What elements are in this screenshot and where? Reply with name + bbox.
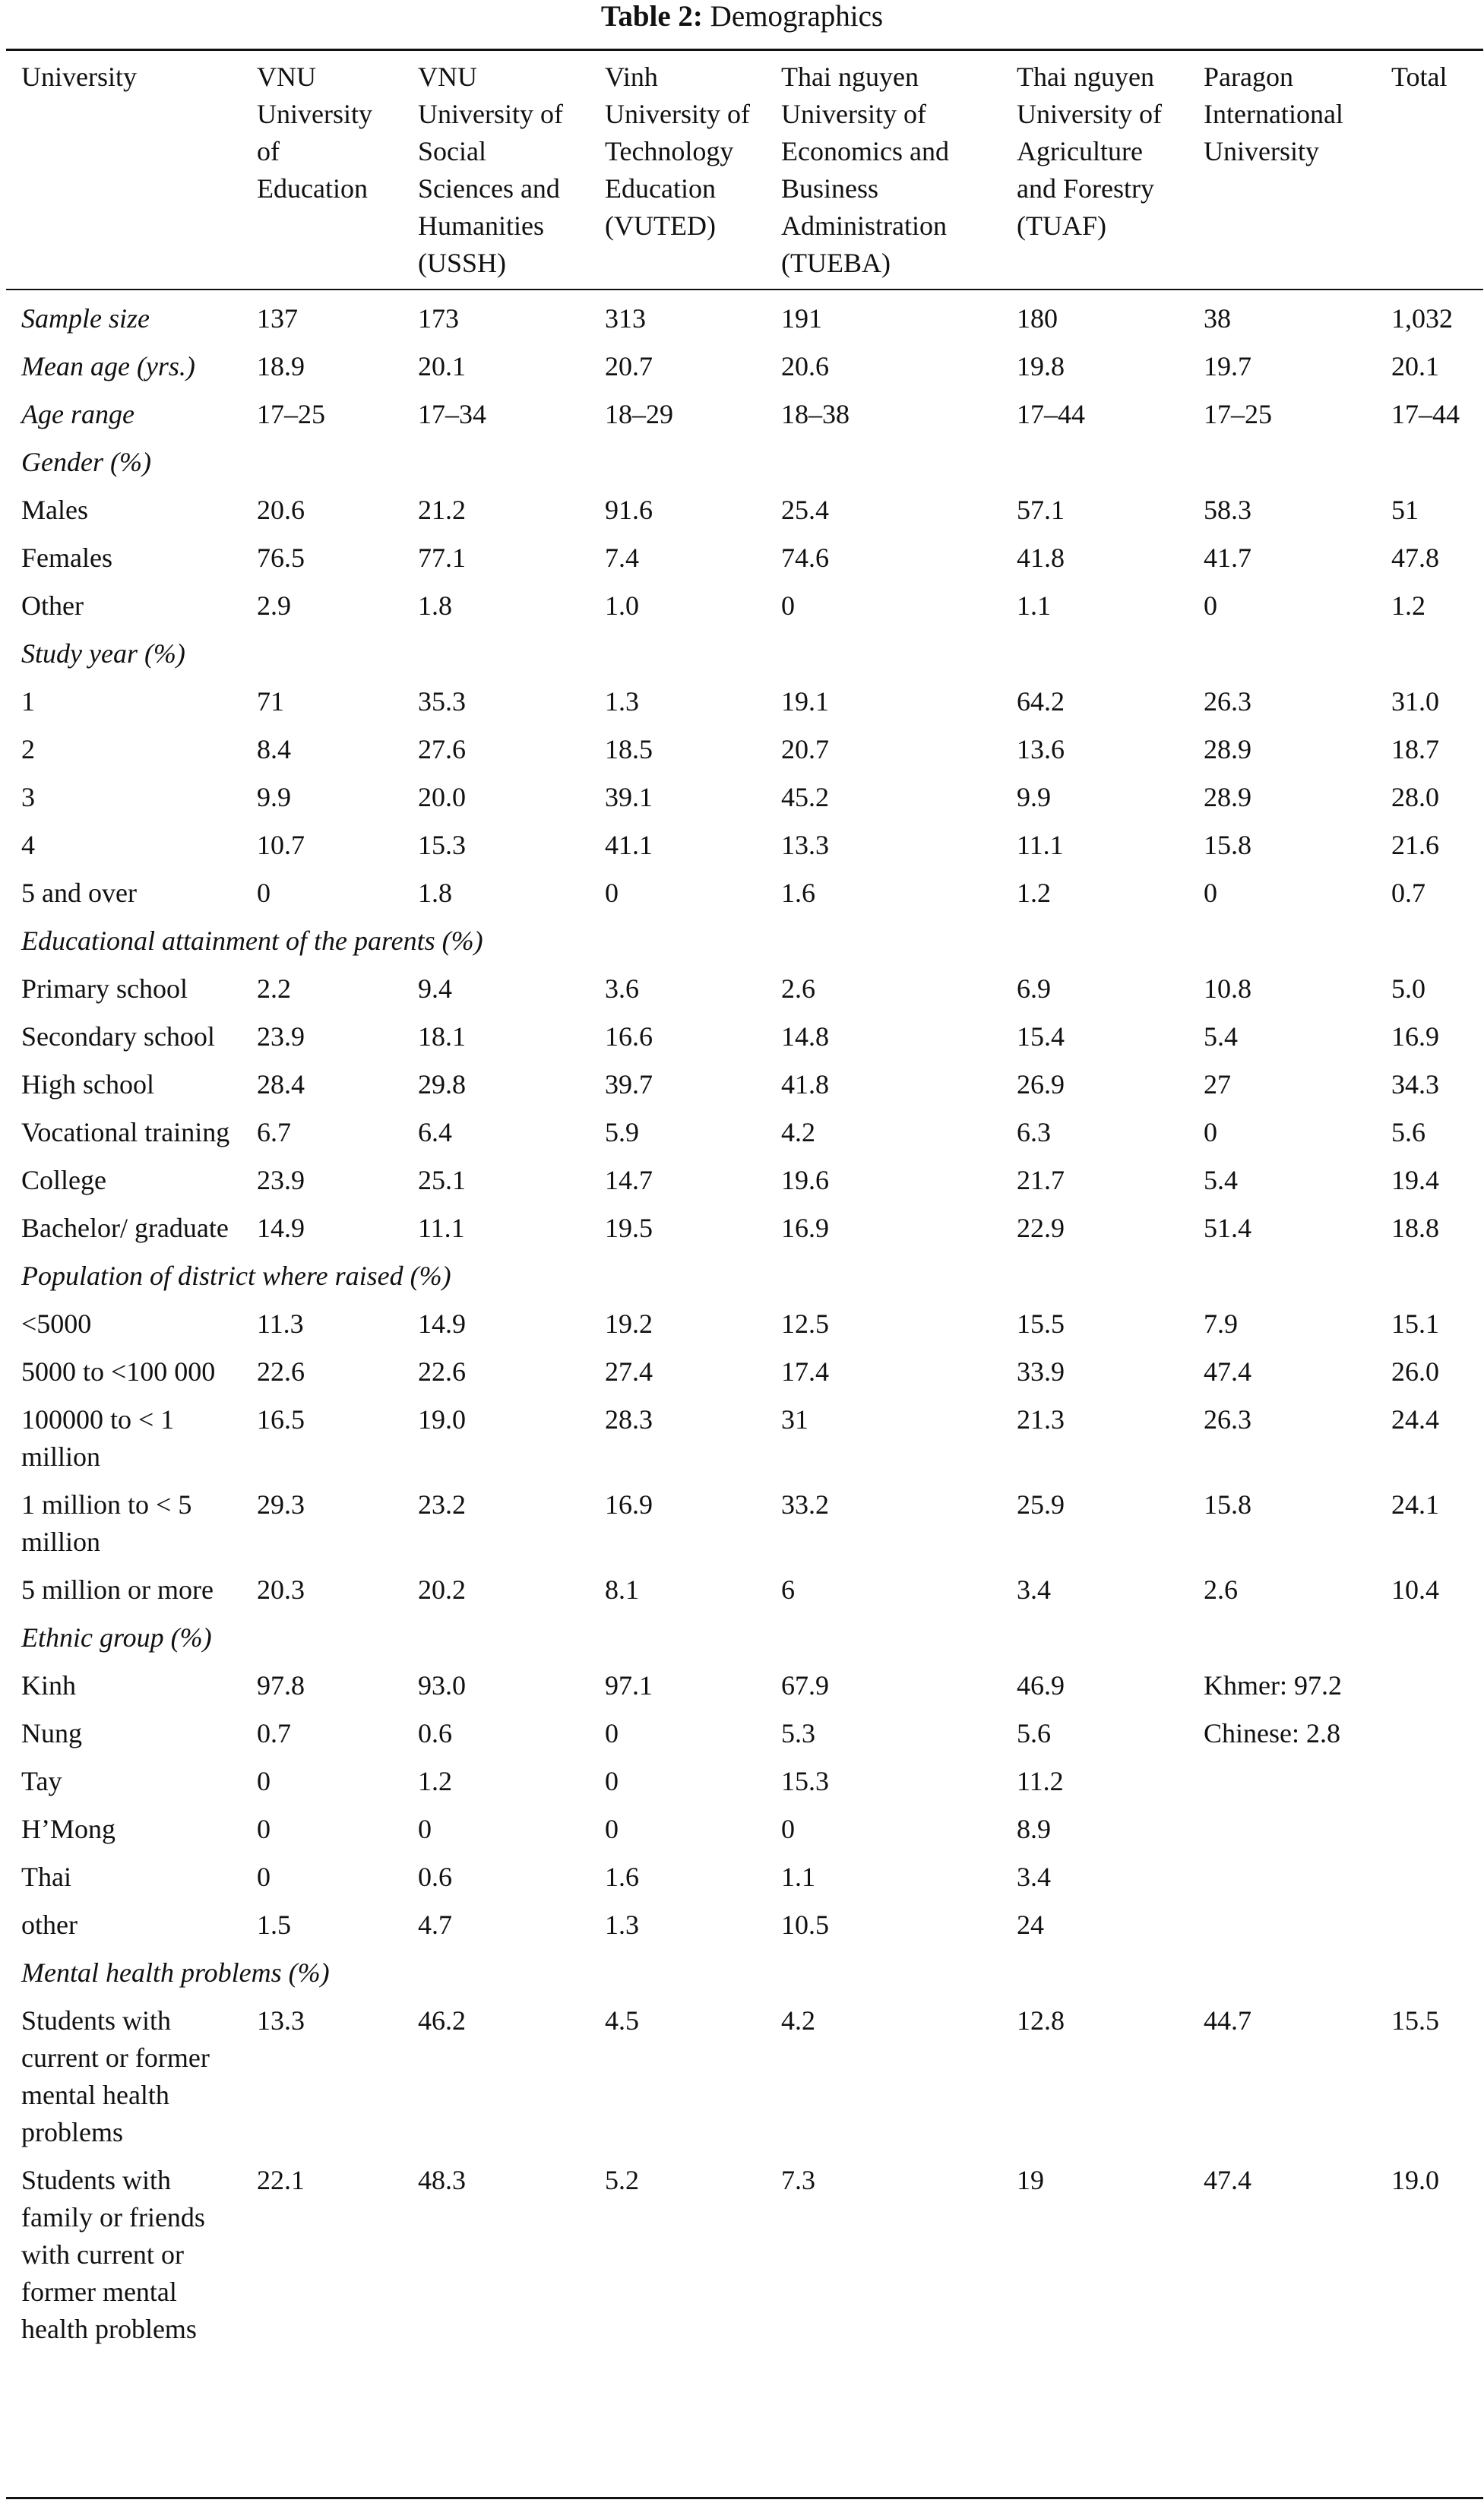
table-row xyxy=(6,1300,1483,1348)
table-cell: Khmer: 97.2 xyxy=(1204,1670,1342,1701)
table-cell: 33.9 xyxy=(1017,1356,1065,1387)
table-cell: 19.5 xyxy=(605,1213,653,1243)
table-cell: 0 xyxy=(257,878,271,908)
table-cell: 45.2 xyxy=(781,782,829,812)
table-cell: 5.6 xyxy=(1391,1117,1425,1147)
table-cell: 19 xyxy=(1017,2165,1044,2195)
section-row xyxy=(6,1949,1483,1997)
table-cell: 28.9 xyxy=(1204,782,1251,812)
row-label: other xyxy=(21,1910,78,1940)
row-label: 5000 to <100 000 xyxy=(21,1356,216,1387)
table-cell: 2.2 xyxy=(257,973,291,1004)
table-cell: 20.6 xyxy=(257,495,305,525)
table-cell: 4.5 xyxy=(605,2005,639,2036)
table-cell: 0 xyxy=(605,1718,619,1748)
table-cell: 15.3 xyxy=(781,1766,829,1796)
table-cell: 0 xyxy=(418,1814,432,1844)
table-cell: 17–44 xyxy=(1017,399,1085,429)
table-cell xyxy=(1188,1901,1376,1949)
row-label: Kinh xyxy=(21,1670,76,1701)
table-cell: 77.1 xyxy=(418,543,466,573)
table-row xyxy=(6,678,1483,726)
table-cell: 9.4 xyxy=(418,973,452,1004)
table-cell: 64.2 xyxy=(1017,686,1065,717)
table-cell: 15.8 xyxy=(1204,830,1251,860)
table-cell: 17–44 xyxy=(1391,399,1460,429)
table-cell: 7.9 xyxy=(1204,1308,1238,1339)
table-row xyxy=(6,1204,1483,1252)
table-row xyxy=(6,1710,1483,1758)
table-cell: 18.1 xyxy=(418,1021,466,1052)
table-cell: 11.1 xyxy=(418,1213,465,1243)
table-cell: 4.7 xyxy=(418,1910,452,1940)
section-row xyxy=(6,1252,1483,1300)
table-cell: 34.3 xyxy=(1391,1069,1439,1100)
row-label: 100000 to < 1 million xyxy=(21,1404,175,1472)
table-cell: 19.0 xyxy=(1391,2165,1439,2195)
table-row xyxy=(6,2157,1483,2353)
table-cell xyxy=(1376,1805,1483,1853)
table-cell: 0 xyxy=(1204,590,1217,621)
table-cell: 1.8 xyxy=(418,590,452,621)
table-cell: 14.8 xyxy=(781,1021,829,1052)
table-cell: 0 xyxy=(257,1814,271,1844)
table-row xyxy=(6,343,1483,391)
table-cell: 24 xyxy=(1017,1910,1044,1940)
table-cell: 12.5 xyxy=(781,1308,829,1339)
table-cell: 1.1 xyxy=(1017,590,1051,621)
table-cell xyxy=(1376,1710,1483,1758)
section-row xyxy=(6,1614,1483,1662)
table-cell: 20.1 xyxy=(1391,351,1439,381)
table-cell: 35.3 xyxy=(418,686,466,717)
table-cell: 7.3 xyxy=(781,2165,815,2195)
table-cell: 20.7 xyxy=(605,351,653,381)
table-cell: 16.9 xyxy=(781,1213,829,1243)
table-cell: 38 xyxy=(1204,303,1231,334)
table-row xyxy=(6,1157,1483,1204)
table-cell: 51 xyxy=(1391,495,1419,525)
column-header-university: University xyxy=(21,62,137,92)
column-header-tueba: Thai nguyen University of Economics and Business Administration (TUEBA) xyxy=(781,62,949,278)
table-cell: 16.5 xyxy=(257,1404,305,1435)
table-cell: 8.1 xyxy=(605,1574,639,1605)
table-cell: 11.1 xyxy=(1017,830,1064,860)
table-cell: 5.0 xyxy=(1391,973,1425,1004)
table-cell: 20.0 xyxy=(418,782,466,812)
table-cell: 20.3 xyxy=(257,1574,305,1605)
table-cell: 137 xyxy=(257,303,298,334)
table-row xyxy=(6,534,1483,582)
table-cell: 0 xyxy=(605,1766,619,1796)
table-cell: 17–25 xyxy=(1204,399,1272,429)
table-cell: 20.7 xyxy=(781,734,829,764)
table-cell: 15.4 xyxy=(1017,1021,1065,1052)
table-cell: 23.9 xyxy=(257,1165,305,1195)
table-cell: 15.8 xyxy=(1204,1489,1251,1520)
table-cell: 0 xyxy=(257,1766,271,1796)
table-cell: 0 xyxy=(605,878,619,908)
table-cell: 47.8 xyxy=(1391,543,1439,573)
row-label: Thai xyxy=(21,1862,71,1892)
table-bottom-rule xyxy=(6,2497,1483,2499)
table-cell: 1.6 xyxy=(781,878,815,908)
table-cell: 14.9 xyxy=(257,1213,305,1243)
table-cell: 25.9 xyxy=(1017,1489,1065,1520)
section-heading: Gender (%) xyxy=(21,447,151,477)
row-label: Mean age (yrs.) xyxy=(21,351,195,381)
table-cell: 67.9 xyxy=(781,1670,829,1701)
table-cell: 4.2 xyxy=(781,2005,815,2036)
row-label: Students with current or former mental health problems xyxy=(21,2005,210,2147)
table-cell: 1.6 xyxy=(605,1862,639,1892)
table-cell: 173 xyxy=(418,303,459,334)
table-cell: 26.3 xyxy=(1204,1404,1251,1435)
section-row xyxy=(6,630,1483,678)
table-cell: 93.0 xyxy=(418,1670,466,1701)
table-row xyxy=(6,486,1483,534)
table-cell: 13.3 xyxy=(781,830,829,860)
table-cell: 74.6 xyxy=(781,543,829,573)
row-label: Secondary school xyxy=(21,1021,215,1052)
table-cell: 10.7 xyxy=(257,830,305,860)
table-row xyxy=(6,582,1483,630)
table-cell: 1,032 xyxy=(1391,303,1453,334)
table-row xyxy=(6,1758,1483,1805)
table-cell xyxy=(1376,1662,1483,1710)
table-cell: 15.5 xyxy=(1391,2005,1439,2036)
table-cell: 0 xyxy=(257,1862,271,1892)
table-body xyxy=(6,290,1483,2353)
table-caption-title: Demographics xyxy=(710,0,884,33)
table-cell: 47.4 xyxy=(1204,1356,1251,1387)
table-cell: 4.2 xyxy=(781,1117,815,1147)
table-cell: 180 xyxy=(1017,303,1058,334)
table-cell: 29.3 xyxy=(257,1489,305,1520)
table-cell: 9.9 xyxy=(1017,782,1051,812)
table-cell: 12.8 xyxy=(1017,2005,1065,2036)
table-caption xyxy=(0,0,1484,33)
table-cell: 23.9 xyxy=(257,1021,305,1052)
table-cell: 15.1 xyxy=(1391,1308,1439,1339)
table-cell: 6.3 xyxy=(1017,1117,1051,1147)
table-cell: 22.6 xyxy=(418,1356,466,1387)
table-cell: Chinese: 2.8 xyxy=(1204,1718,1340,1748)
table-header xyxy=(6,51,1483,290)
table-row xyxy=(6,1901,1483,1949)
table-row xyxy=(6,1061,1483,1109)
table-cell: 28.4 xyxy=(257,1069,305,1100)
table-cell: 0 xyxy=(1204,1117,1217,1147)
table-cell: 18.8 xyxy=(1391,1213,1439,1243)
table-cell: 21.6 xyxy=(1391,830,1439,860)
table-cell: 19.1 xyxy=(781,686,829,717)
table-cell: 18.7 xyxy=(1391,734,1439,764)
table-cell: 5.4 xyxy=(1204,1021,1238,1052)
table-cell: 16.9 xyxy=(1391,1021,1439,1052)
row-label: Females xyxy=(21,543,112,573)
table-cell: 3.4 xyxy=(1017,1862,1051,1892)
table-cell: 20.6 xyxy=(781,351,829,381)
table-cell: 5.9 xyxy=(605,1117,639,1147)
row-label: College xyxy=(21,1165,106,1195)
table-row xyxy=(6,726,1483,774)
table-cell: 23.2 xyxy=(418,1489,466,1520)
table-cell: 13.6 xyxy=(1017,734,1065,764)
row-label: 4 xyxy=(21,830,35,860)
row-label: Other xyxy=(21,590,84,621)
table-cell: 19.0 xyxy=(418,1404,466,1435)
table-cell: 17–25 xyxy=(257,399,325,429)
table-cell: 10.8 xyxy=(1204,973,1251,1004)
table-row xyxy=(6,1013,1483,1061)
row-label: Bachelor/ graduate xyxy=(21,1213,229,1243)
table-cell: 8.9 xyxy=(1017,1814,1051,1844)
table-cell xyxy=(1376,1901,1483,1949)
table-cell: 0.7 xyxy=(1391,878,1425,908)
table-cell: 20.1 xyxy=(418,351,466,381)
table-cell: 24.4 xyxy=(1391,1404,1439,1435)
row-label: Vocational training xyxy=(21,1117,230,1147)
section-heading: Mental health problems (%) xyxy=(21,1957,330,1988)
table-cell: 57.1 xyxy=(1017,495,1065,525)
table-cell: 46.9 xyxy=(1017,1670,1065,1701)
table-cell: 27.4 xyxy=(605,1356,653,1387)
table-row xyxy=(6,821,1483,869)
row-label: Sample size xyxy=(21,303,150,334)
table-cell: 313 xyxy=(605,303,646,334)
table-cell: 7.4 xyxy=(605,543,639,573)
row-label: H’Mong xyxy=(21,1814,115,1844)
table-row xyxy=(6,1805,1483,1853)
table-cell: 31.0 xyxy=(1391,686,1439,717)
table-cell: 33.2 xyxy=(781,1489,829,1520)
table-cell: 1.3 xyxy=(605,686,639,717)
table-cell: 3.6 xyxy=(605,973,639,1004)
table-cell xyxy=(1188,1853,1376,1901)
table-cell: 16.6 xyxy=(605,1021,653,1052)
table-cell: 17–34 xyxy=(418,399,486,429)
table-caption-label: Table 2: xyxy=(600,0,703,33)
table-cell: 1.2 xyxy=(1391,590,1425,621)
table-cell: 41.1 xyxy=(605,830,653,860)
row-label: 1 xyxy=(21,686,35,717)
table-cell: 76.5 xyxy=(257,543,305,573)
table-cell: 47.4 xyxy=(1204,2165,1251,2195)
table-cell: 27 xyxy=(1204,1069,1231,1100)
table-cell: 21.2 xyxy=(418,495,466,525)
table-cell: 2.6 xyxy=(1204,1574,1238,1605)
column-header-tuaf: Thai nguyen University of Agriculture and Forestry (TUAF) xyxy=(1017,62,1162,241)
column-header-total: Total xyxy=(1391,62,1448,92)
table-cell: 97.8 xyxy=(257,1670,305,1701)
table-cell: 97.1 xyxy=(605,1670,653,1701)
table-cell: 18.5 xyxy=(605,734,653,764)
section-heading: Educational attainment of the parents (%) xyxy=(21,926,483,956)
table-cell: 18.9 xyxy=(257,351,305,381)
table-row xyxy=(6,1853,1483,1901)
table-cell: 19.2 xyxy=(605,1308,653,1339)
table-row xyxy=(6,391,1483,438)
table-cell: 10.4 xyxy=(1391,1574,1439,1605)
table-cell: 3.4 xyxy=(1017,1574,1051,1605)
table-cell: 26.0 xyxy=(1391,1356,1439,1387)
table-cell: 2.6 xyxy=(781,973,815,1004)
column-header-vuted: Vinh University of Technology Education (VUTED) xyxy=(605,62,750,241)
table-cell: 29.8 xyxy=(418,1069,466,1100)
table-cell xyxy=(1376,1758,1483,1805)
row-label: Males xyxy=(21,495,88,525)
table-cell: 9.9 xyxy=(257,782,291,812)
table-row xyxy=(6,1109,1483,1157)
table-cell: 31 xyxy=(781,1404,808,1435)
table-cell: 19.6 xyxy=(781,1165,829,1195)
table-cell: 17.4 xyxy=(781,1356,829,1387)
table-cell: 1.1 xyxy=(781,1862,815,1892)
row-label: Primary school xyxy=(21,973,188,1004)
table-cell: 0 xyxy=(781,590,795,621)
table-row xyxy=(6,290,1483,343)
table-row xyxy=(6,774,1483,821)
table-cell: 28.0 xyxy=(1391,782,1439,812)
table-cell: 0.6 xyxy=(418,1718,452,1748)
table-cell: 19.4 xyxy=(1391,1165,1439,1195)
row-label: Students with family or friends with current or former mental health problems xyxy=(21,2165,205,2344)
table-cell: 0.7 xyxy=(257,1718,291,1748)
row-label: Nung xyxy=(21,1718,82,1748)
header-row xyxy=(6,51,1483,290)
table-cell: 39.7 xyxy=(605,1069,653,1100)
row-label: Age range xyxy=(21,399,134,429)
table-cell: 27.6 xyxy=(418,734,466,764)
table-cell: 18–29 xyxy=(605,399,673,429)
section-row xyxy=(6,438,1483,486)
table-cell: 44.7 xyxy=(1204,2005,1251,2036)
table-cell: 1.3 xyxy=(605,1910,639,1940)
table-cell: 28.9 xyxy=(1204,734,1251,764)
table-cell: 13.3 xyxy=(257,2005,305,2036)
table-cell: 5.4 xyxy=(1204,1165,1238,1195)
table-cell: 5.6 xyxy=(1017,1718,1051,1748)
table-cell: 15.5 xyxy=(1017,1308,1065,1339)
table-cell: 91.6 xyxy=(605,495,653,525)
table-cell: 21.3 xyxy=(1017,1404,1065,1435)
table-row xyxy=(6,1662,1483,1710)
column-header-paragon: Paragon International University xyxy=(1204,62,1343,166)
table-cell: 14.9 xyxy=(418,1308,466,1339)
table-row xyxy=(6,1396,1483,1481)
table-cell: 58.3 xyxy=(1204,495,1251,525)
table-cell: 25.1 xyxy=(418,1165,466,1195)
row-label: 2 xyxy=(21,734,35,764)
table-cell: 11.3 xyxy=(257,1308,304,1339)
table-cell: 0 xyxy=(781,1814,795,1844)
table-cell: 39.1 xyxy=(605,782,653,812)
table-cell: 11.2 xyxy=(1017,1766,1064,1796)
table-cell: 0 xyxy=(605,1814,619,1844)
row-label: 3 xyxy=(21,782,35,812)
section-heading: Ethnic group (%) xyxy=(21,1622,212,1653)
table-cell: 22.1 xyxy=(257,2165,305,2195)
table-cell: 6 xyxy=(781,1574,795,1605)
table-cell: 41.8 xyxy=(781,1069,829,1100)
table-cell: 41.7 xyxy=(1204,543,1251,573)
table-cell: 71 xyxy=(257,686,284,717)
column-header-vnu-education: VNU University of Education xyxy=(257,62,372,204)
table-row xyxy=(6,1481,1483,1566)
section-row xyxy=(6,917,1483,965)
section-heading: Study year (%) xyxy=(21,638,185,669)
table-cell: 0 xyxy=(1204,878,1217,908)
table-cell: 191 xyxy=(781,303,822,334)
table-cell: 8.4 xyxy=(257,734,291,764)
table-cell: 25.4 xyxy=(781,495,829,525)
table-cell: 1.0 xyxy=(605,590,639,621)
table-cell: 26.3 xyxy=(1204,686,1251,717)
table-row xyxy=(6,869,1483,917)
table-cell: 48.3 xyxy=(418,2165,466,2195)
table-cell: 21.7 xyxy=(1017,1165,1065,1195)
table-cell: 1.2 xyxy=(418,1766,452,1796)
row-label: Tay xyxy=(21,1766,62,1796)
table-cell: 19.8 xyxy=(1017,351,1065,381)
table-cell: 18–38 xyxy=(781,399,850,429)
row-label: <5000 xyxy=(21,1308,92,1339)
row-label: High school xyxy=(21,1069,154,1100)
table-row xyxy=(6,1997,1483,2157)
table-cell xyxy=(1376,1853,1483,1901)
table-cell: 14.7 xyxy=(605,1165,653,1195)
table-cell: 28.3 xyxy=(605,1404,653,1435)
table-cell: 46.2 xyxy=(418,2005,466,2036)
row-label: 5 million or more xyxy=(21,1574,214,1605)
section-heading: Population of district where raised (%) xyxy=(21,1261,451,1291)
row-label: 1 million to < 5 million xyxy=(21,1489,192,1557)
table-cell: 1.5 xyxy=(257,1910,291,1940)
table-cell: 6.9 xyxy=(1017,973,1051,1004)
table-cell: 0.6 xyxy=(418,1862,452,1892)
table-cell: 41.8 xyxy=(1017,543,1065,573)
table-cell xyxy=(1188,1805,1376,1853)
table-cell: 24.1 xyxy=(1391,1489,1439,1520)
table-cell: 1.2 xyxy=(1017,878,1051,908)
table-row xyxy=(6,1348,1483,1396)
table-cell: 1.8 xyxy=(418,878,452,908)
table-cell: 22.9 xyxy=(1017,1213,1065,1243)
table-cell: 51.4 xyxy=(1204,1213,1251,1243)
table-cell: 16.9 xyxy=(605,1489,653,1520)
table-row xyxy=(6,1566,1483,1614)
table-cell: 15.3 xyxy=(418,830,466,860)
table-cell: 5.2 xyxy=(605,2165,639,2195)
table-cell: 10.5 xyxy=(781,1910,829,1940)
table-cell: 22.6 xyxy=(257,1356,305,1387)
table-cell: 6.7 xyxy=(257,1117,291,1147)
table-cell: 2.9 xyxy=(257,590,291,621)
row-label: 5 and over xyxy=(21,878,137,908)
table-cell: 20.2 xyxy=(418,1574,466,1605)
table-row xyxy=(6,965,1483,1013)
table-cell xyxy=(1188,1758,1376,1805)
demographics-table xyxy=(6,51,1483,2353)
column-header-ussh: VNU University of Social Sciences and Humanities (USSH) xyxy=(418,62,563,278)
table-cell: 5.3 xyxy=(781,1718,815,1748)
table-cell: 6.4 xyxy=(418,1117,452,1147)
table-cell: 19.7 xyxy=(1204,351,1251,381)
table-cell: 26.9 xyxy=(1017,1069,1065,1100)
